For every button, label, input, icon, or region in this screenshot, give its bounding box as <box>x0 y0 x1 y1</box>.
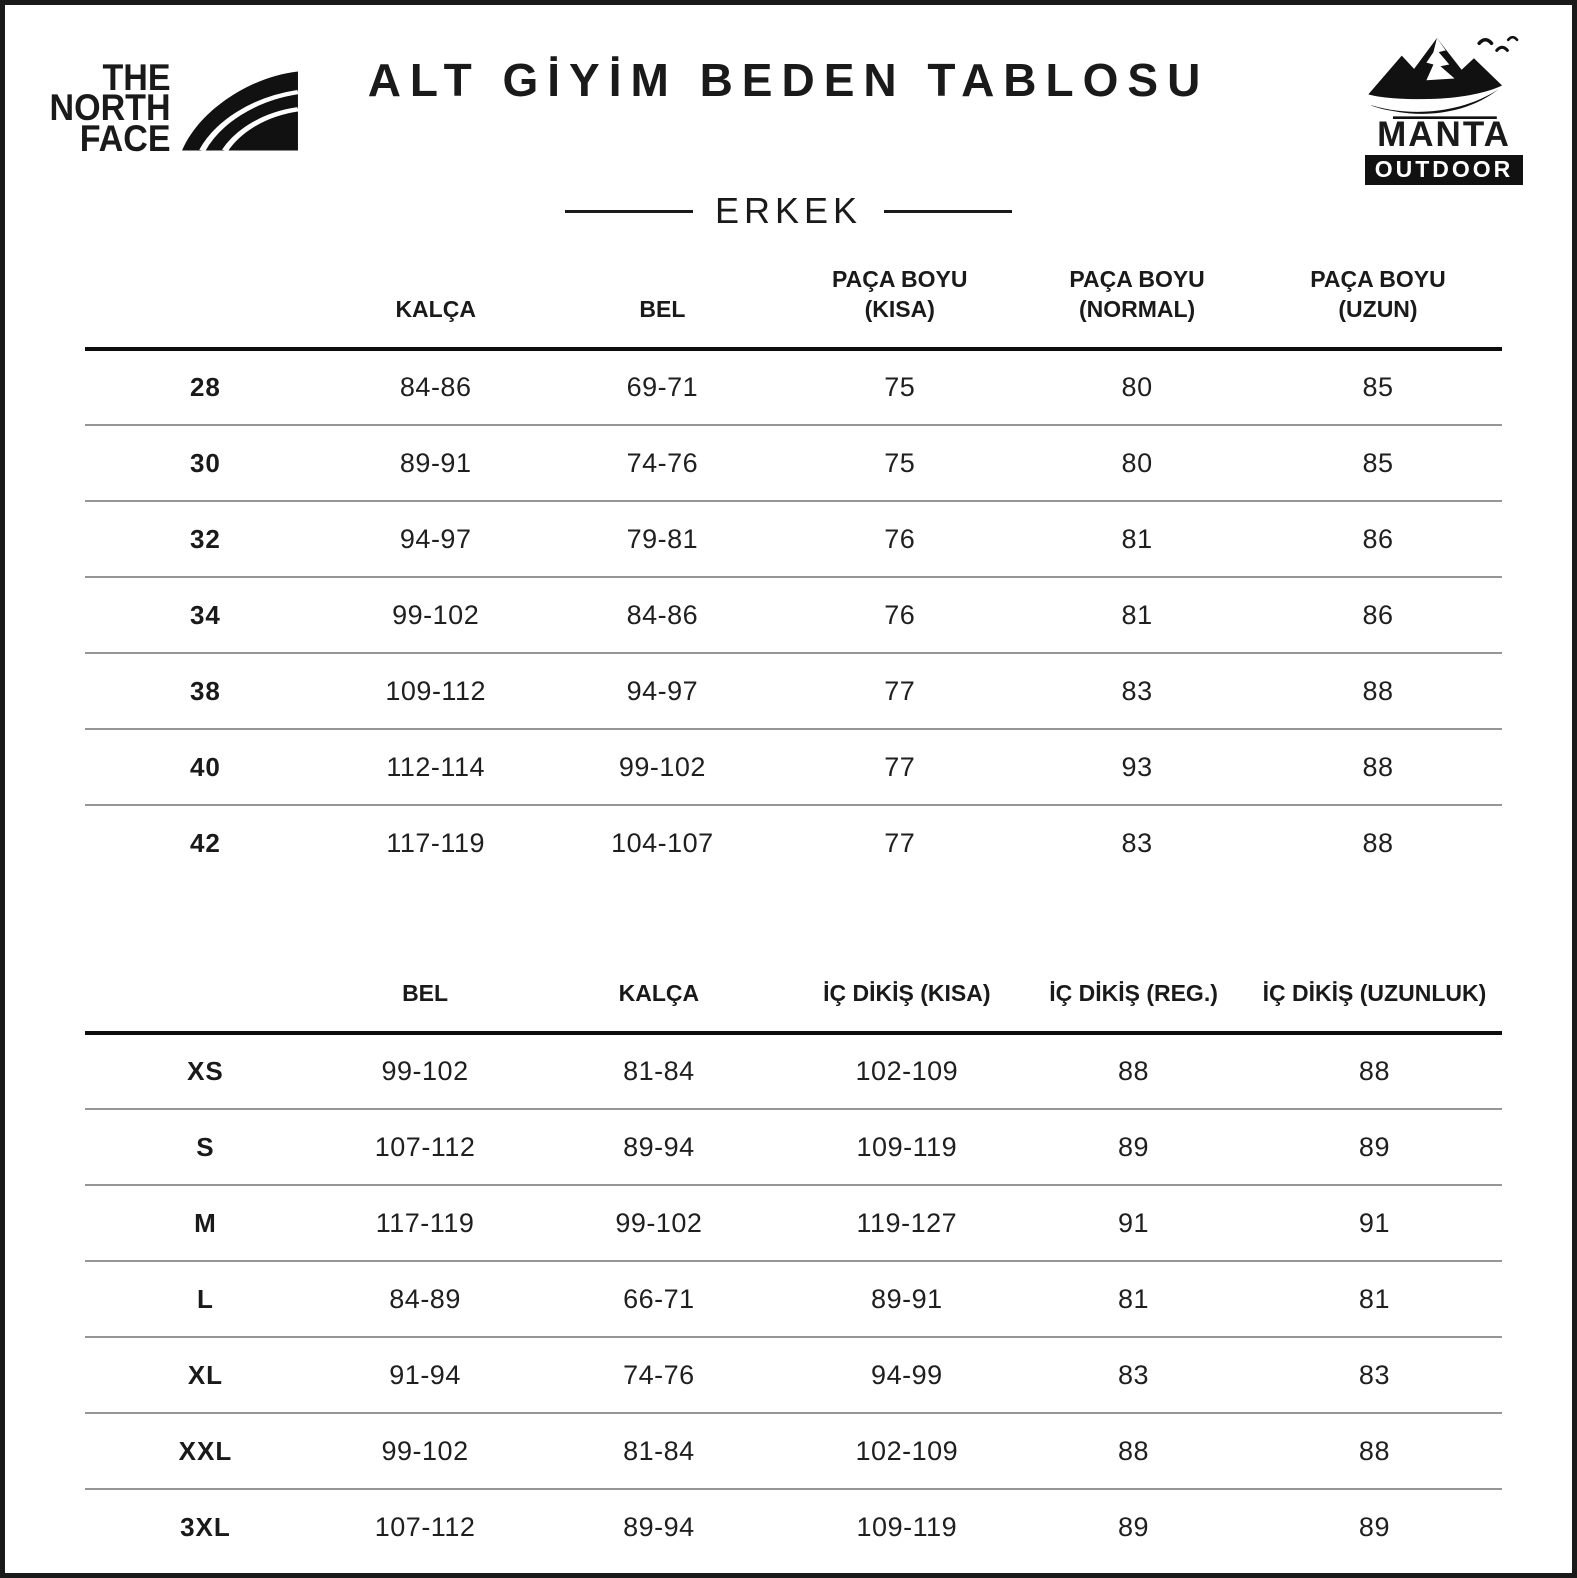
value-cell: 81-84 <box>623 1056 695 1086</box>
value-cell: 81 <box>1121 599 1153 630</box>
size-cell: S <box>196 1131 215 1162</box>
value-cell: 89-94 <box>623 1512 695 1542</box>
table-row <box>85 1261 1502 1337</box>
value-cell: 84-89 <box>389 1283 461 1314</box>
value-cell: 99-102 <box>615 1207 703 1238</box>
letter-size-table <box>85 915 1502 1565</box>
size-cell: M <box>194 1207 217 1238</box>
col-header-ic-dikis-reg: İÇ DİKİŞ (REG.) <box>1049 980 1218 1007</box>
table-row <box>85 425 1502 501</box>
value-cell: 109-119 <box>856 1131 958 1162</box>
value-cell: 81-84 <box>623 1435 695 1466</box>
manta-wordmark: MANTA <box>1377 115 1511 154</box>
value-cell: 102-109 <box>855 1435 959 1466</box>
value-cell: 89-94 <box>623 1131 695 1162</box>
col-header-paca-uzun: PAÇA BOYU (UZUN) <box>1310 266 1446 323</box>
value-cell: 75 <box>884 447 916 478</box>
table-header-row <box>85 915 1502 1033</box>
value-cell: 91 <box>1118 1207 1150 1238</box>
table-row <box>85 1337 1502 1413</box>
value-cell: 84-86 <box>626 599 699 630</box>
size-cell: 28 <box>189 372 221 402</box>
value-cell: 89 <box>1358 1512 1390 1542</box>
size-cell: XS <box>187 1056 224 1086</box>
col-header-empty <box>85 915 326 1033</box>
tnf-word-the: THE <box>102 57 171 98</box>
divider-line-left <box>565 210 693 213</box>
manta-outdoor-logo <box>1344 31 1544 185</box>
size-cell: XXL <box>178 1435 233 1466</box>
value-cell: 94-99 <box>871 1359 943 1390</box>
col-header-paca-kisa: PAÇA BOYU (KISA) <box>832 266 968 323</box>
value-cell: 77 <box>884 675 916 706</box>
table-row <box>85 577 1502 653</box>
value-cell: 74-76 <box>623 1359 695 1390</box>
table-row <box>85 1033 1502 1109</box>
value-cell: 89 <box>1118 1512 1150 1542</box>
value-cell: 85 <box>1362 447 1394 478</box>
value-cell: 107-112 <box>374 1131 476 1162</box>
value-cell: 81 <box>1358 1283 1390 1314</box>
value-cell: 81 <box>1118 1283 1150 1314</box>
value-cell: 75 <box>884 372 916 402</box>
value-cell: 76 <box>884 523 916 554</box>
col-header-ic-dikis-kisa: İÇ DİKİŞ (KISA) <box>823 980 991 1007</box>
size-cell: L <box>196 1283 214 1314</box>
table-row <box>85 501 1502 577</box>
value-cell: 80 <box>1121 447 1153 478</box>
value-cell: 88 <box>1362 828 1394 858</box>
size-cell: 32 <box>189 523 221 554</box>
value-cell: 74-76 <box>626 447 699 478</box>
value-cell: 109-112 <box>385 675 486 706</box>
value-cell: 99-102 <box>381 1056 469 1086</box>
table-row <box>85 349 1502 425</box>
value-cell: 86 <box>1362 599 1394 630</box>
mountain-icon <box>1349 31 1539 119</box>
table-row <box>85 805 1502 881</box>
value-cell: 89 <box>1118 1131 1150 1162</box>
value-cell: 112-114 <box>386 751 485 782</box>
manta-outdoor-badge: OUTDOOR <box>1365 155 1524 185</box>
size-cell: XL <box>187 1359 224 1390</box>
header <box>5 5 1572 182</box>
size-cell: 40 <box>189 751 221 782</box>
value-cell: 79-81 <box>626 523 699 554</box>
value-cell: 99-102 <box>392 599 480 630</box>
value-cell: 83 <box>1358 1359 1390 1390</box>
value-cell: 104-107 <box>611 828 714 858</box>
value-cell: 117-119 <box>375 1207 475 1238</box>
col-header-empty <box>85 253 326 349</box>
col-header-ic-dikis-uzunluk: İÇ DİKİŞ (UZUNLUK) <box>1262 980 1487 1007</box>
table-row <box>85 1185 1502 1261</box>
table-row <box>85 729 1502 805</box>
section-divider <box>5 185 1572 237</box>
value-cell: 66-71 <box>623 1283 695 1314</box>
section-label: ERKEK <box>714 190 863 231</box>
value-cell: 91-94 <box>389 1359 461 1390</box>
value-cell: 88 <box>1362 751 1394 782</box>
numeric-size-table <box>85 253 1502 881</box>
value-cell: 102-109 <box>855 1056 959 1086</box>
value-cell: 94-97 <box>626 675 699 706</box>
value-cell: 109-119 <box>856 1512 958 1542</box>
value-cell: 83 <box>1121 828 1153 858</box>
value-cell: 107-112 <box>374 1512 476 1542</box>
value-cell: 69-71 <box>626 372 699 402</box>
value-cell: 88 <box>1118 1056 1150 1086</box>
size-cell: 30 <box>189 447 221 478</box>
value-cell: 99-102 <box>381 1435 469 1466</box>
value-cell: 88 <box>1118 1435 1150 1466</box>
table-row <box>85 1489 1502 1565</box>
value-cell: 94-97 <box>399 523 472 554</box>
table-row <box>85 1109 1502 1185</box>
table-row <box>85 1413 1502 1489</box>
col-header-kalca: KALÇA <box>395 296 476 323</box>
size-cell: 38 <box>189 675 221 706</box>
value-cell: 93 <box>1121 751 1153 782</box>
col-header-bel: BEL <box>402 980 449 1007</box>
value-cell: 86 <box>1362 523 1394 554</box>
table-header-row <box>85 253 1502 349</box>
col-header-bel: BEL <box>639 296 686 323</box>
col-header-kalca: KALÇA <box>618 980 700 1007</box>
tnf-word-face: FACE <box>79 117 171 159</box>
value-cell: 77 <box>884 828 916 858</box>
divider-line-right <box>884 210 1012 213</box>
page-title: ALT GİYİM BEDEN TABLOSU <box>367 54 1210 106</box>
value-cell: 117-119 <box>386 828 485 858</box>
value-cell: 76 <box>884 599 916 630</box>
value-cell: 119-127 <box>856 1207 958 1238</box>
value-cell: 77 <box>884 751 916 782</box>
value-cell: 89 <box>1358 1131 1390 1162</box>
size-cell: 34 <box>189 599 221 630</box>
value-cell: 80 <box>1121 372 1153 402</box>
col-header-paca-normal: PAÇA BOYU (NORMAL) <box>1069 266 1205 323</box>
value-cell: 84-86 <box>399 372 472 402</box>
value-cell: 99-102 <box>618 751 706 782</box>
value-cell: 83 <box>1121 675 1153 706</box>
value-cell: 85 <box>1362 372 1394 402</box>
value-cell: 88 <box>1358 1435 1390 1466</box>
value-cell: 81 <box>1121 523 1153 554</box>
value-cell: 89-91 <box>399 447 472 478</box>
tnf-word-north: NORTH <box>49 87 171 129</box>
table-row <box>85 653 1502 729</box>
value-cell: 89-91 <box>871 1283 943 1314</box>
size-cell: 3XL <box>180 1512 231 1542</box>
value-cell: 88 <box>1358 1056 1390 1086</box>
value-cell: 83 <box>1118 1359 1150 1390</box>
value-cell: 91 <box>1358 1207 1390 1238</box>
value-cell: 88 <box>1362 675 1394 706</box>
size-cell: 42 <box>189 828 221 858</box>
